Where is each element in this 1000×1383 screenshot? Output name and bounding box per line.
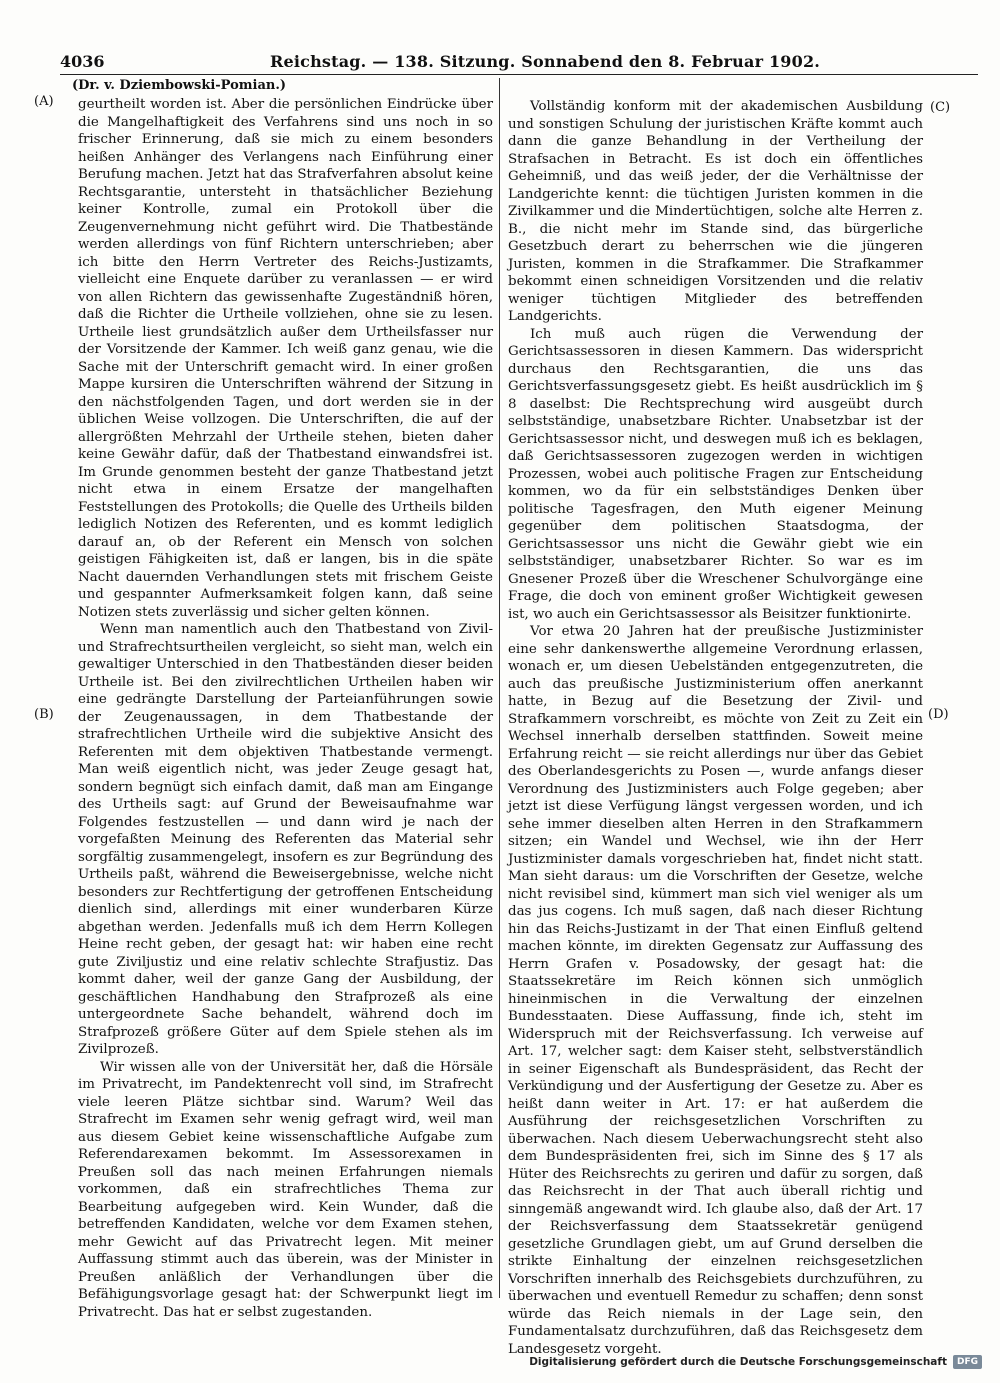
paragraph: Wenn man namentlich auch den Thatbestand von Zivil- und Strafrechtsurtheilen vergleicht, so sieht man, welch ein gewaltiger Unterschied in den Thatbeständen dieser beiden Urtheile ist. Bei den zivilrechtlichen Urtheilen haben wir eine gedrängte Darstellung der Parteianführungen sowie der Zeugenaussagen, in dem Thatbestande der strafrechtlichen Urtheile wird die subjektive Ansicht des Referenten mit dem objektiven Thatbestande vermengt. Man weiß eigentlich nicht, was jeder Zeuge gesagt hat, sondern begnügt sich einfach damit, daß man am Eingange des Urtheils sagt: auf Grund der Beweisaufnahme war Folgendes festzustellen — und dann wird je nach der vorgefaßten Meinung des Referenten das Material sehr sorgfältig zusammengelegt, insofern es zur Begründung des Urtheils paßt, während die Beweisergebnisse, welche nicht besonders zur Rechtfertigung der getroffenen Entscheidung dienlich sind, allerdings mit einer wunderbaren Kürze abgethan werden. Jedenfalls muß ich dem Herrn Kollegen Heine recht geben, der gesagt hat: wir haben eine recht gute Ziviljustiz und eine relativ schlechte Strafjustiz. Das kommt daher, weil der ganze Gang der Ausbildung, der geschäftlichen Handhabung den Strafprozeß als eine untergeordnete Sache behandelt, während doch im Strafprozeß größere Güter auf dem Spiele stehen als im Zivilprozeß. [78, 622, 493, 1057]
page-header [60, 52, 978, 75]
margin-marker-d: (D) [928, 707, 949, 722]
margin-marker-b: (B) [34, 707, 54, 722]
right-column [508, 98, 923, 1358]
paragraph: Ich muß auch rügen die Verwendung der Gerichtsassessoren in diesen Kammern. Das widerspricht durchaus den Rechtsgarantien, die uns das Gerichtsverfassungsgesetz giebt. Es heißt ausdrücklich im § 8 daselbst: Die Rechtsprechung wird ausgeübt durch selbstständige, unabsetzbare Richter. Unabsetzbar ist der Gerichtsassessor nicht, und deswegen muß ich es beklagen, daß Gerichtsassessoren zugezogen werden in wichtigen Prozessen, wobei auch politische Fragen zur Entscheidung kommen, wo da für ein selbstständiges Denken über politische Tagesfragen, den Muth eigener Meinung gegenüber dem politischen Staatsdogma, der Gerichtsassessor uns nicht die Gewähr giebt wie ein selbstständiger, unabsetzbarer Richter. So war es im Gnesener Prozeß über die Wreschener Schulvorgänge eine Frage, die doch von eminent großer Wichtigkeit gewesen ist, wo auch ein Gerichtsassessor als Beisitzer funktionirte. [508, 326, 923, 622]
dfg-logo-icon: DFG [953, 1355, 982, 1369]
margin-marker-a: (A) [34, 94, 54, 109]
paragraph: geurtheilt worden ist. Aber die persönlichen Eindrücke über die Mangelhaftigkeit des Verfahrens sind uns noch in so frischer Erinnerung, daß sie mich zu einem besonders heißen Anhänger des Verlangens nach Einführung einer Berufung machen. Jetzt hat das Strafverfahren absolut keine Rechtsgarantie, untersteht in thatsächlicher Beziehung keiner Kontrolle, zumal ein Protokoll über die Zeugenvernehmung nicht geführt wird. Die Thatbestände werden allerdings von fünf Richtern unterschrieben; aber ich bitte den Herrn Vertreter des Reichs-Justizamts, vielleicht eine Enquete darüber zu veranlassen — er wird von allen Richtern das gewissenhafte Zugeständniß hören, daß die Richter die Urtheile vollziehen, ohne sie zu lesen. Urtheile liest grundsätzlich außer dem Urtheilsfasser nur der Vorsitzende der Kammer. Ich weiß ganz genau, wie die Sache mit der Unterschrift gemacht wird. In einer großen Mappe kursiren die Unterschriften während der Sitzung in den nächstfolgenden Tagen, und dort werden sie in der üblichen Weise vollzogen. Die Unterschriften, die auf der allergrößten Mehrzahl der Urtheile stehen, bieten daher keine Gewähr dafür, daß der Thatbestand einwandsfrei ist. Im Grunde genommen besteht der ganze Thatbestand jetzt nicht etwa in einem Ersatze der mangelhaften Feststellungen des Protokolls; die Quelle des Urtheils bilden lediglich Notizen des Referenten, und es kommt lediglich darauf an, ob der Referent ein Mensch von solchen geistigen Fähigkeiten ist, daß er langen, bis in die späte Nacht dauernden Verhandlungen stets mit frischem Geiste und gespannter Aufmerksamkeit folgen kann, daß seine Notizen stets zuverlässig und sicher gelten können. [78, 97, 493, 620]
speaker-name: (Dr. v. Dziembowski-Pomian.) [72, 78, 287, 93]
footer [529, 1355, 982, 1369]
paragraph: Vollständig konform mit der akademischen Ausbildung und sonstigen Schulung der juristischen Kräfte kommt auch dann die ganze Behandlung in der Vertheilung der Strafsachen in Betracht. Es ist doch ein öffentliches Geheimniß, und das weiß jeder, der die Verhältnisse der Landgerichte kennt: die tüchtigen Juristen kommen in die Zivilkammer und die Mindertüchtigen, solche alte Herren z. B., die nicht mehr im Stande sind, das bürgerliche Gesetzbuch derart zu beherrschen wie die jüngeren Juristen, kommen in die Strafkammer. Die Strafkammer bekommt einen schneidigen Vorsitzenden und die relativ weniger tüchtigen Mitglieder des betreffenden Landgerichts. [508, 99, 923, 324]
margin-marker-c: (C) [930, 100, 951, 115]
page-number: 4036 [60, 52, 105, 71]
paragraph: Vor etwa 20 Jahren hat der preußische Justizminister eine sehr dankenswerthe allgemeine Verordnung erlassen, wonach er, um diesen Uebelständen entgegenzutreten, die auch das preußische Justizministerium offen anerkannt hatte, in Bezug auf die Besetzung der Zivil- und Strafkammern vorschreibt, es möchte von Zeit zu Zeit ein Wechsel innerhalb derselben stattfinden. Soweit meine Erfahrung reicht — sie reicht allerdings nur über das Gebiet des Oberlandesgerichts zu Posen —, wurde anfangs dieser Verordnung des Justizministers auch Folge gegeben; aber jetzt ist diese Verfügung längst vergessen worden, und ich sehe immer dieselben alten Herren in den Strafkammern sitzen; ein Wandel und Wechsel, wie ihn der Herr Justizminister damals vorgeschrieben hat, findet nicht statt. Man sieht daraus: um die Vorschriften der Gesetze, welche nicht revisibel sind, kümmert man sich viel weniger als um das jus cogens. Ich muß sagen, daß nach dieser Richtung hin das Reichs-Justizamt in der That einen Einfluß geltend machen könnte, im direkten Gegensatz zur Auffassung des Herrn Grafen v. Posadowsky, der gesagt hat: die Staatssekretäre im Reich können sich unmöglich hineinmischen in die Verwaltung der einzelnen Bundesstaaten. Diese Auffassung, finde ich, steht im Widerspruch mit der Reichsverfassung. Ich verweise auf Art. 17, welcher sagt: dem Kaiser steht, selbstverständlich in seiner Eigenschaft als Bundespräsident, das Recht der Verkündigung und der Ausfertigung der Gesetze zu. Aber es heißt dann weiter in Art. 17: er hat außerdem die Ausführung der reichsgesetzlichen Vorschriften zu überwachen. Nach diesem Ueberwachungsrecht steht also dem Bundespräsidenten frei, sich im Sinne des § 17 als Hüter des Reichsrechts zu geriren und dafür zu sorgen, daß das Reichsrecht in der That auch überall richtig und sinngemäß angewandt wird. Ich glaube also, daß der Art. 17 der Reichsverfassung dem Staatssekretär genügend gesetzliche Grundlagen giebt, um auf Grund derselben die strikte Einhaltung der einzelnen reichsgesetzlichen Vorschriften innerhalb des Reichsgebiets durchzuführen, zu überwachen und eventuell Remedur zu schaffen; denn sonst würde das Reich niemals in der Lage sein, den Fundamentalsatz durchzuführen, daß das Reichsgesetz dem Landesgesetz vorgeht. [508, 624, 923, 1357]
column-divider [499, 78, 500, 1298]
page-title: Reichstag. — 138. Sitzung. Sonnabend den 8. Februar 1902. [270, 52, 821, 71]
footer-text: Digitalisierung gefördert durch die Deutsche Forschungsgemeinschaft [529, 1356, 947, 1368]
paragraph: Wir wissen alle von der Universität her, daß die Hörsäle im Privatrecht, im Pandektenrecht voll sind, im Strafrecht viele leeren Plätze sichtbar sind. Warum? Weil das Strafrecht im Examen sehr wenig gefragt wird, weil man aus diesem Gebiet keine wissenschaftliche Aufgabe zum Referendarexamen bekommt. Im Assessorexamen in Preußen soll das nach meinen Erfahrungen niemals vorkommen, daß ein strafrechtliches Thema zur Bearbeitung aufgegeben wird. Kein Wunder, daß die betreffenden Kandidaten, welche vor dem Examen stehen, mehr Gewicht auf das Privatrecht legen. Mit meiner Auffassung stimmt auch das überein, was der Minister in Preußen anläßlich der Verhandlungen über die Befähigungsvorlage gesagt hat: der Schwerpunkt liegt im Privatrecht. Das hat er selbst zugestanden. [78, 1059, 493, 1320]
left-column [78, 96, 493, 1321]
